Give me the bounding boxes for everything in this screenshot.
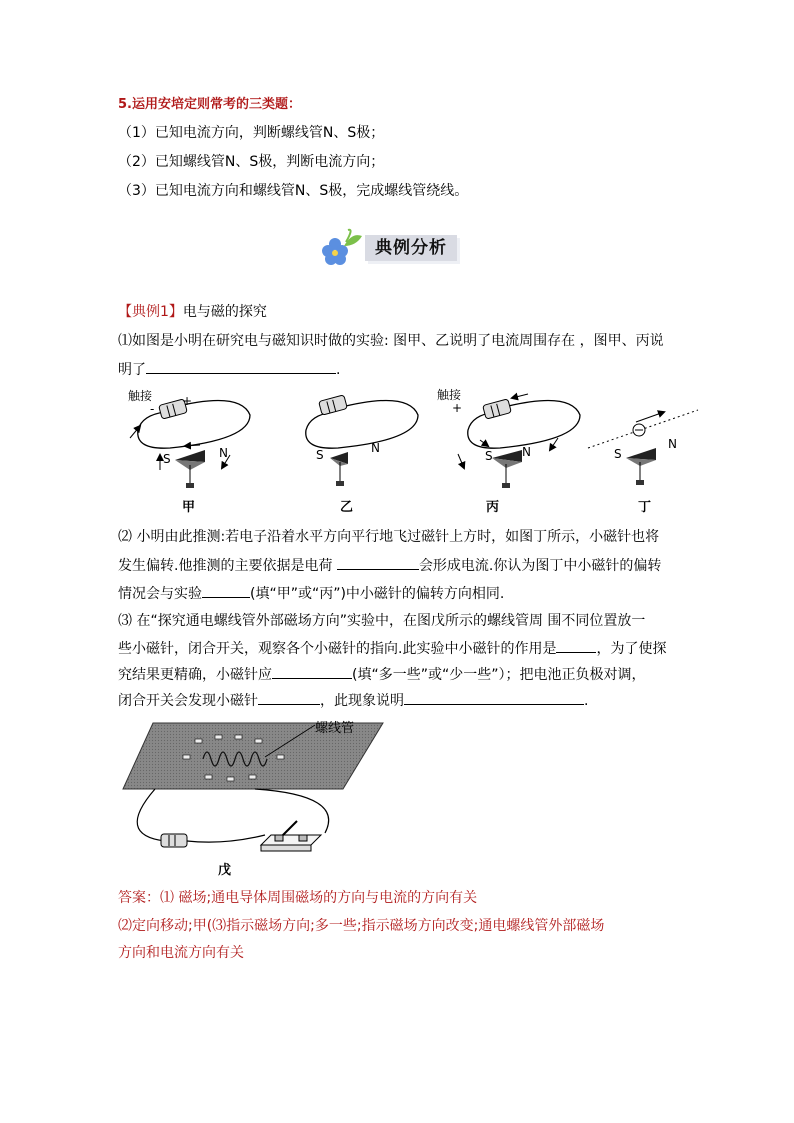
answer-blank[interactable]: [272, 664, 352, 679]
example-title: 电与磁的探究: [182, 304, 267, 320]
label-plus: +: [452, 401, 463, 415]
caption-wu: 戊: [218, 863, 232, 878]
label-n: N: [219, 446, 228, 460]
answer-blank[interactable]: [202, 583, 250, 598]
label-plus: +: [182, 394, 193, 408]
question-2-line-3: 情况会与实验 (填“甲”或“丙”)中小磁针的偏转方向相同.: [118, 583, 504, 604]
label-minus: -: [150, 402, 155, 416]
answer-blank[interactable]: [146, 359, 336, 374]
label-n: N: [371, 441, 380, 455]
example-heading: [118, 302, 267, 322]
label-touch: 触接: [437, 388, 462, 402]
question-1-line-1: ⑴如图是小明在研究电与磁知识时做的实验: 图甲、乙说明了电流周围存在 ，图甲、丙说: [118, 333, 664, 349]
question-3-line-1: ⑶ 在“探究通电螺线管外部磁场方向”实验中，在图戊所示的螺线管周 围不同位置放一: [118, 613, 646, 629]
experiment-jia: [130, 399, 250, 488]
label-s: S: [316, 448, 324, 462]
answer-blank[interactable]: [337, 555, 419, 570]
answer-line-3: 方向和电流方向有关: [118, 945, 244, 961]
flower-icon: [318, 228, 366, 270]
caption-jia: 甲: [182, 500, 196, 515]
label-s: S: [485, 449, 493, 463]
caption-ding: 丁: [638, 500, 652, 515]
label-n: N: [668, 437, 677, 451]
question-3-line-4: 闭合开关会发现小磁针 ，此现象说明 .: [118, 690, 588, 711]
answer-line-1: 答案：⑴ 磁场;通电导体周围磁场的方向与电流的方向有关: [118, 890, 478, 906]
label-s: S: [614, 447, 622, 461]
label-solenoid: 螺线管: [315, 721, 355, 736]
banner-title: 典例分析: [365, 235, 457, 261]
list-item: （1）已知电流方向，判断螺线管N、S极；: [118, 125, 385, 141]
figure-solenoid: [115, 715, 385, 865]
question-3-line-3: 究结果更精确，小磁针应 (填“多一些”或“少一些”）；把电池正负极对调，: [118, 664, 645, 685]
section-heading: 5.运用安培定则常考的三类题：: [118, 97, 301, 112]
caption-yi: 乙: [340, 500, 354, 515]
question-1-line-2: 明了 .: [118, 359, 340, 380]
answer-blank[interactable]: [404, 690, 584, 705]
list-item: （2）已知螺线管N、S极，判断电流方向；: [118, 154, 385, 170]
experiment-yi: [306, 395, 418, 486]
label-s: S: [163, 452, 171, 466]
label-touch: 触接: [128, 389, 153, 403]
experiment-ding: [588, 410, 698, 485]
label-n: N: [522, 445, 531, 459]
answer-line-2: ⑵定向移动;甲(⑶指示磁场方向;多一些;指示磁场方向改变;通电螺线管外部磁场: [118, 918, 605, 934]
list-item: （3）已知电流方向和螺线管N、S极，完成螺线管绕线。: [118, 183, 469, 199]
question-2-line-2: 发生偏转.他推测的主要依据是电荷 会形成电流.你认为图丁中小磁针的偏转: [118, 555, 661, 576]
question-3-line-2: 些小磁针，闭合开关，观察各个小磁针的指向.此实验中小磁针的作用是 ，为了使探: [118, 638, 666, 659]
answer-blank[interactable]: [258, 690, 320, 705]
answer-blank[interactable]: [556, 638, 596, 653]
caption-bing: 丙: [486, 500, 500, 515]
example-tag: 【典例1】: [118, 304, 183, 320]
experiment-bing: [458, 394, 580, 488]
question-2-line-1: ⑵ 小明由此推测:若电子沿着水平方向平行地飞过磁针上方时，如图丁所示，小磁针也将: [118, 529, 660, 545]
